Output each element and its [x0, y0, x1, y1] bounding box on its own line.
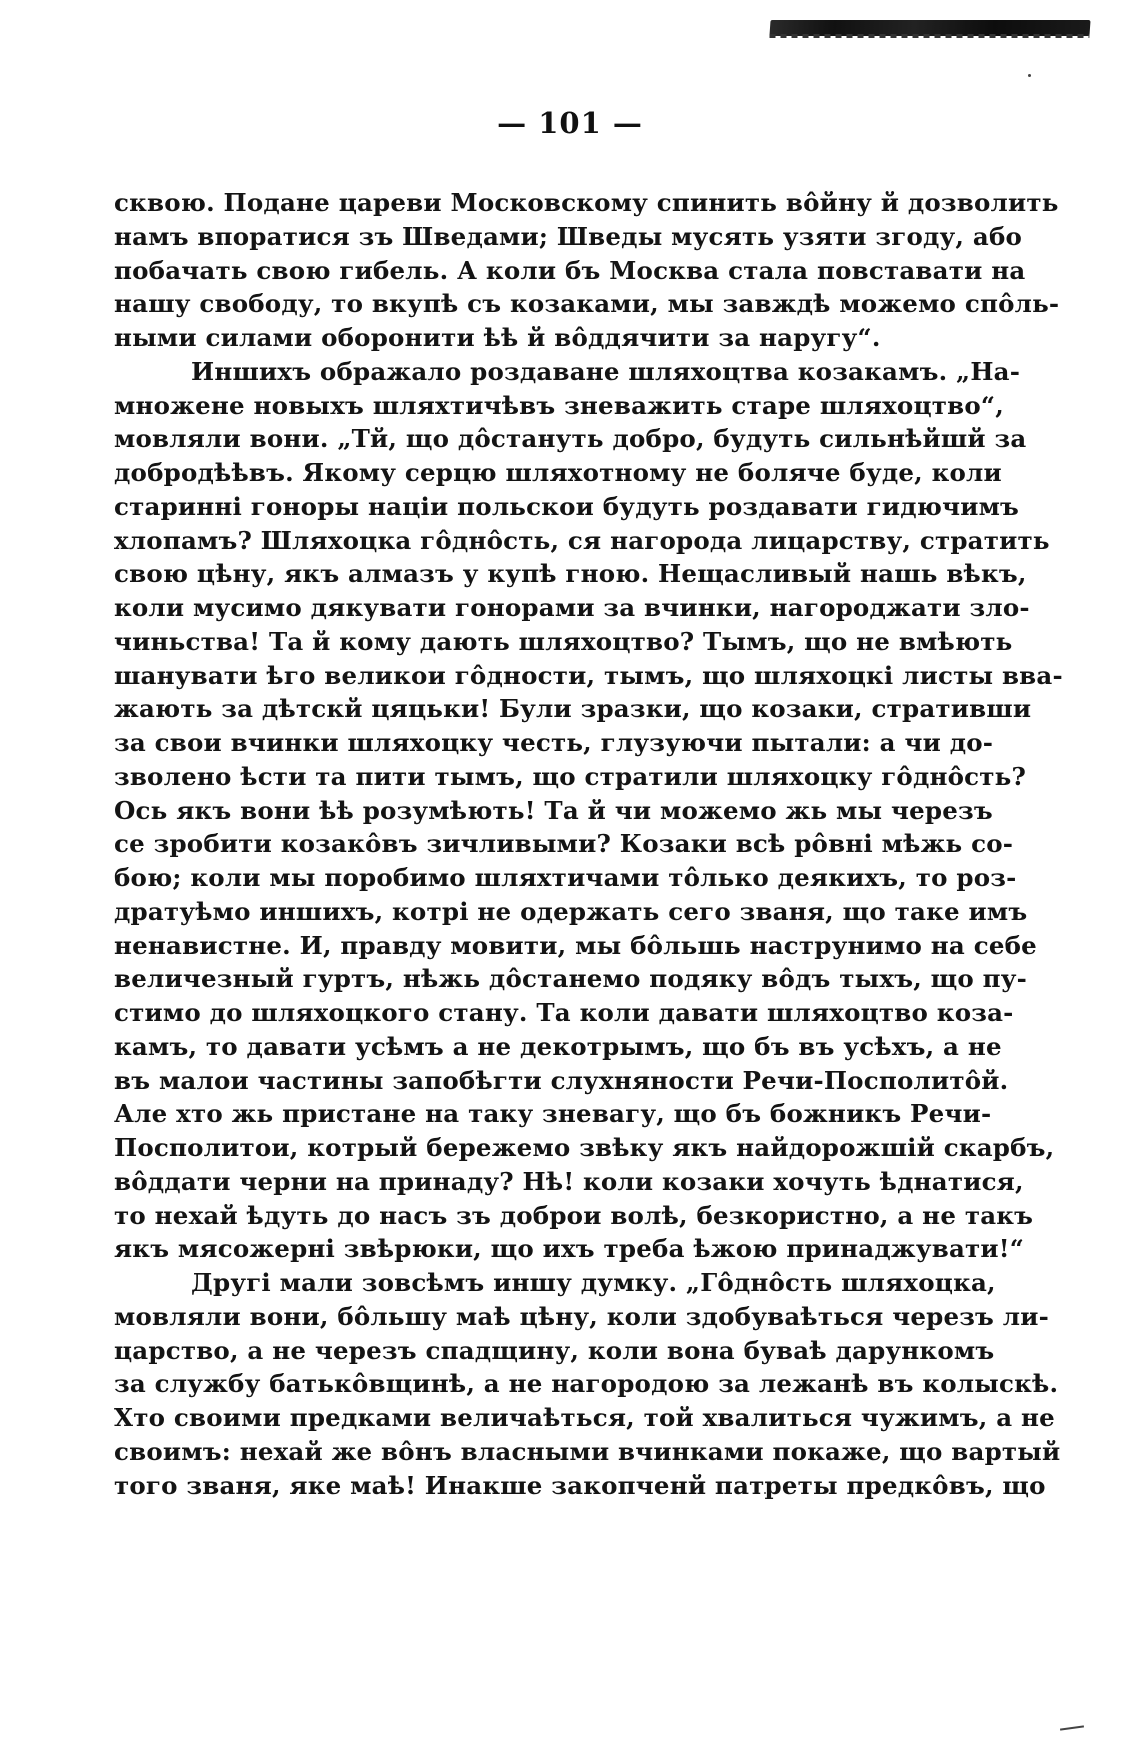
- text-line: то нехай ѣдуть до насъ зъ доброи волѣ, безкористно, а не такъ: [114, 1200, 1034, 1230]
- body-text: [114, 186, 1063, 1502]
- text-line: чиньства! Та й кому дають шляхоцтво? Тымъ, що не вмѣють: [114, 626, 1013, 656]
- text-line: стимо до шляхоцкого стану. Та коли давати шляхоцтво коза-: [114, 998, 1014, 1027]
- text-line: величезный гуртъ, нѣжь дôстанемо подяку вôдъ тыхъ, що пу-: [114, 964, 1028, 994]
- text-line: жають за дѣтскй цяцьки! Були зразки, що козаки, стративши: [114, 694, 1032, 724]
- text-line: въ малои частины запобѣгти слухняности Речи-Посполитôй.: [114, 1065, 1009, 1095]
- text-line: за свои вчинки шляхоцку честь, глузуючи пытали: а чи до-: [114, 728, 994, 757]
- text-line: за службу батькôвщинѣ, а не нагородою за лежанѣ въ колыскѣ.: [114, 1369, 1059, 1399]
- text-line: добродѣѣвъ. Якому серцю шляхотному не боляче буде, коли: [114, 458, 1002, 487]
- text-line: зволено ѣсти та пити тымъ, що стратили шляхоцку гôднôсть?: [114, 761, 1027, 791]
- text-line: се зробити козакôвъ зичливыми? Козаки всѣ рôвні мѣжь со-: [114, 829, 1014, 859]
- paragraph-start-line: Иншихъ ображало роздаване шляхоцтва козакамъ. „На-: [191, 356, 1021, 386]
- scan-artifact-bar: [769, 20, 1090, 36]
- text-line: ненавистне. И, правду мовити, мы бôльшь наструнимо на себе: [114, 930, 1037, 960]
- scan-artifact-dash: [1060, 1725, 1084, 1730]
- text-line: Але хто жь пристане на таку зневагу, що бъ божникъ Речи-: [114, 1099, 992, 1129]
- text-line: свою цѣну, якъ алмазъ у купѣ гною. Нещасливый нашь вѣкъ,: [114, 559, 1027, 589]
- paragraph-start-line: Другі мали зовсѣмъ иншу думку. „Гôднôсть шляхоцка,: [191, 1268, 996, 1297]
- text-line: камъ, то давати усѣмъ а не декотрымъ, що бъ въ усѣхъ, а не: [114, 1031, 1002, 1061]
- text-line: дратуѣмо иншихъ, котрі не одержать сего званя, що таке имъ: [114, 896, 1028, 926]
- text-line: царство, а не черезъ спадщину, коли вона буваѣ дарункомъ: [114, 1335, 995, 1365]
- text-line: бою; коли мы поробимо шляхтичами тôлько деякихъ, то роз-: [114, 863, 1017, 892]
- text-line: хлопамъ? Шляхоцка гôднôсть, ся нагорода лицарству, стратить: [114, 525, 1050, 555]
- text-line: множене новыхъ шляхтичѣвъ зневажить старе шляхоцтво“,: [114, 390, 1004, 420]
- text-line: своимъ: нехай же вôнъ власными вчинками покаже, що вартый: [114, 1436, 1061, 1466]
- text-line: коли мусимо дякувати гонорами за вчинки, нагороджати зло-: [114, 593, 1030, 622]
- text-line: побачать свою гибель. А коли бъ Москва стала повставати на: [114, 255, 1026, 285]
- text-line: нашу свободу, то вкупѣ съ козаками, мы завждѣ можемо спôль-: [114, 289, 1060, 319]
- text-line: вôддати черни на принаду? Нѣ! коли козаки хочуть ѣднатися,: [114, 1166, 1024, 1196]
- text-line: того званя, яке маѣ! Инакше закопченй патреты предкôвъ, що: [114, 1470, 1046, 1500]
- text-line: якъ мясожерні звѣрюки, що ихъ треба ѣжою принаджувати!“: [114, 1234, 1025, 1264]
- text-line: старинні гоноры націи польскои будуть роздавати гидючимъ: [114, 491, 1020, 521]
- text-line: ными силами оборонити ѣѣ й вôддячити за наругу“.: [114, 323, 881, 352]
- text-line: намъ впоратися зъ Шведами; Шведы мусять узяти згоду, або: [114, 221, 1023, 251]
- scan-speck: [1028, 74, 1031, 77]
- text-line: мовляли вони, бôльшу маѣ цѣну, коли здобуваѣться черезъ ли-: [114, 1301, 1049, 1331]
- text-line: шанувати ѣго великои гôдности, тымъ, що шляхоцкі листы вва-: [114, 660, 1063, 690]
- text-line: Хто своими предками величаѣться, той хвалиться чужимъ, а не: [114, 1403, 1055, 1432]
- text-line: Ось якъ вони ѣѣ розумѣють! Та й чи можемо жь мы черезъ: [114, 795, 993, 825]
- text-line: мовляли вони. „Тй, що дôстануть добро, будуть сильнѣйшй за: [114, 424, 1027, 454]
- page-number: — 101 —: [497, 106, 643, 140]
- text-line: сквою. Подане цареви Московскому спинить вôйну й дозволить: [114, 188, 1059, 217]
- text-line: Посполитои, котрый бережемо звѣку якъ найдорожшій скарбъ,: [114, 1133, 1055, 1162]
